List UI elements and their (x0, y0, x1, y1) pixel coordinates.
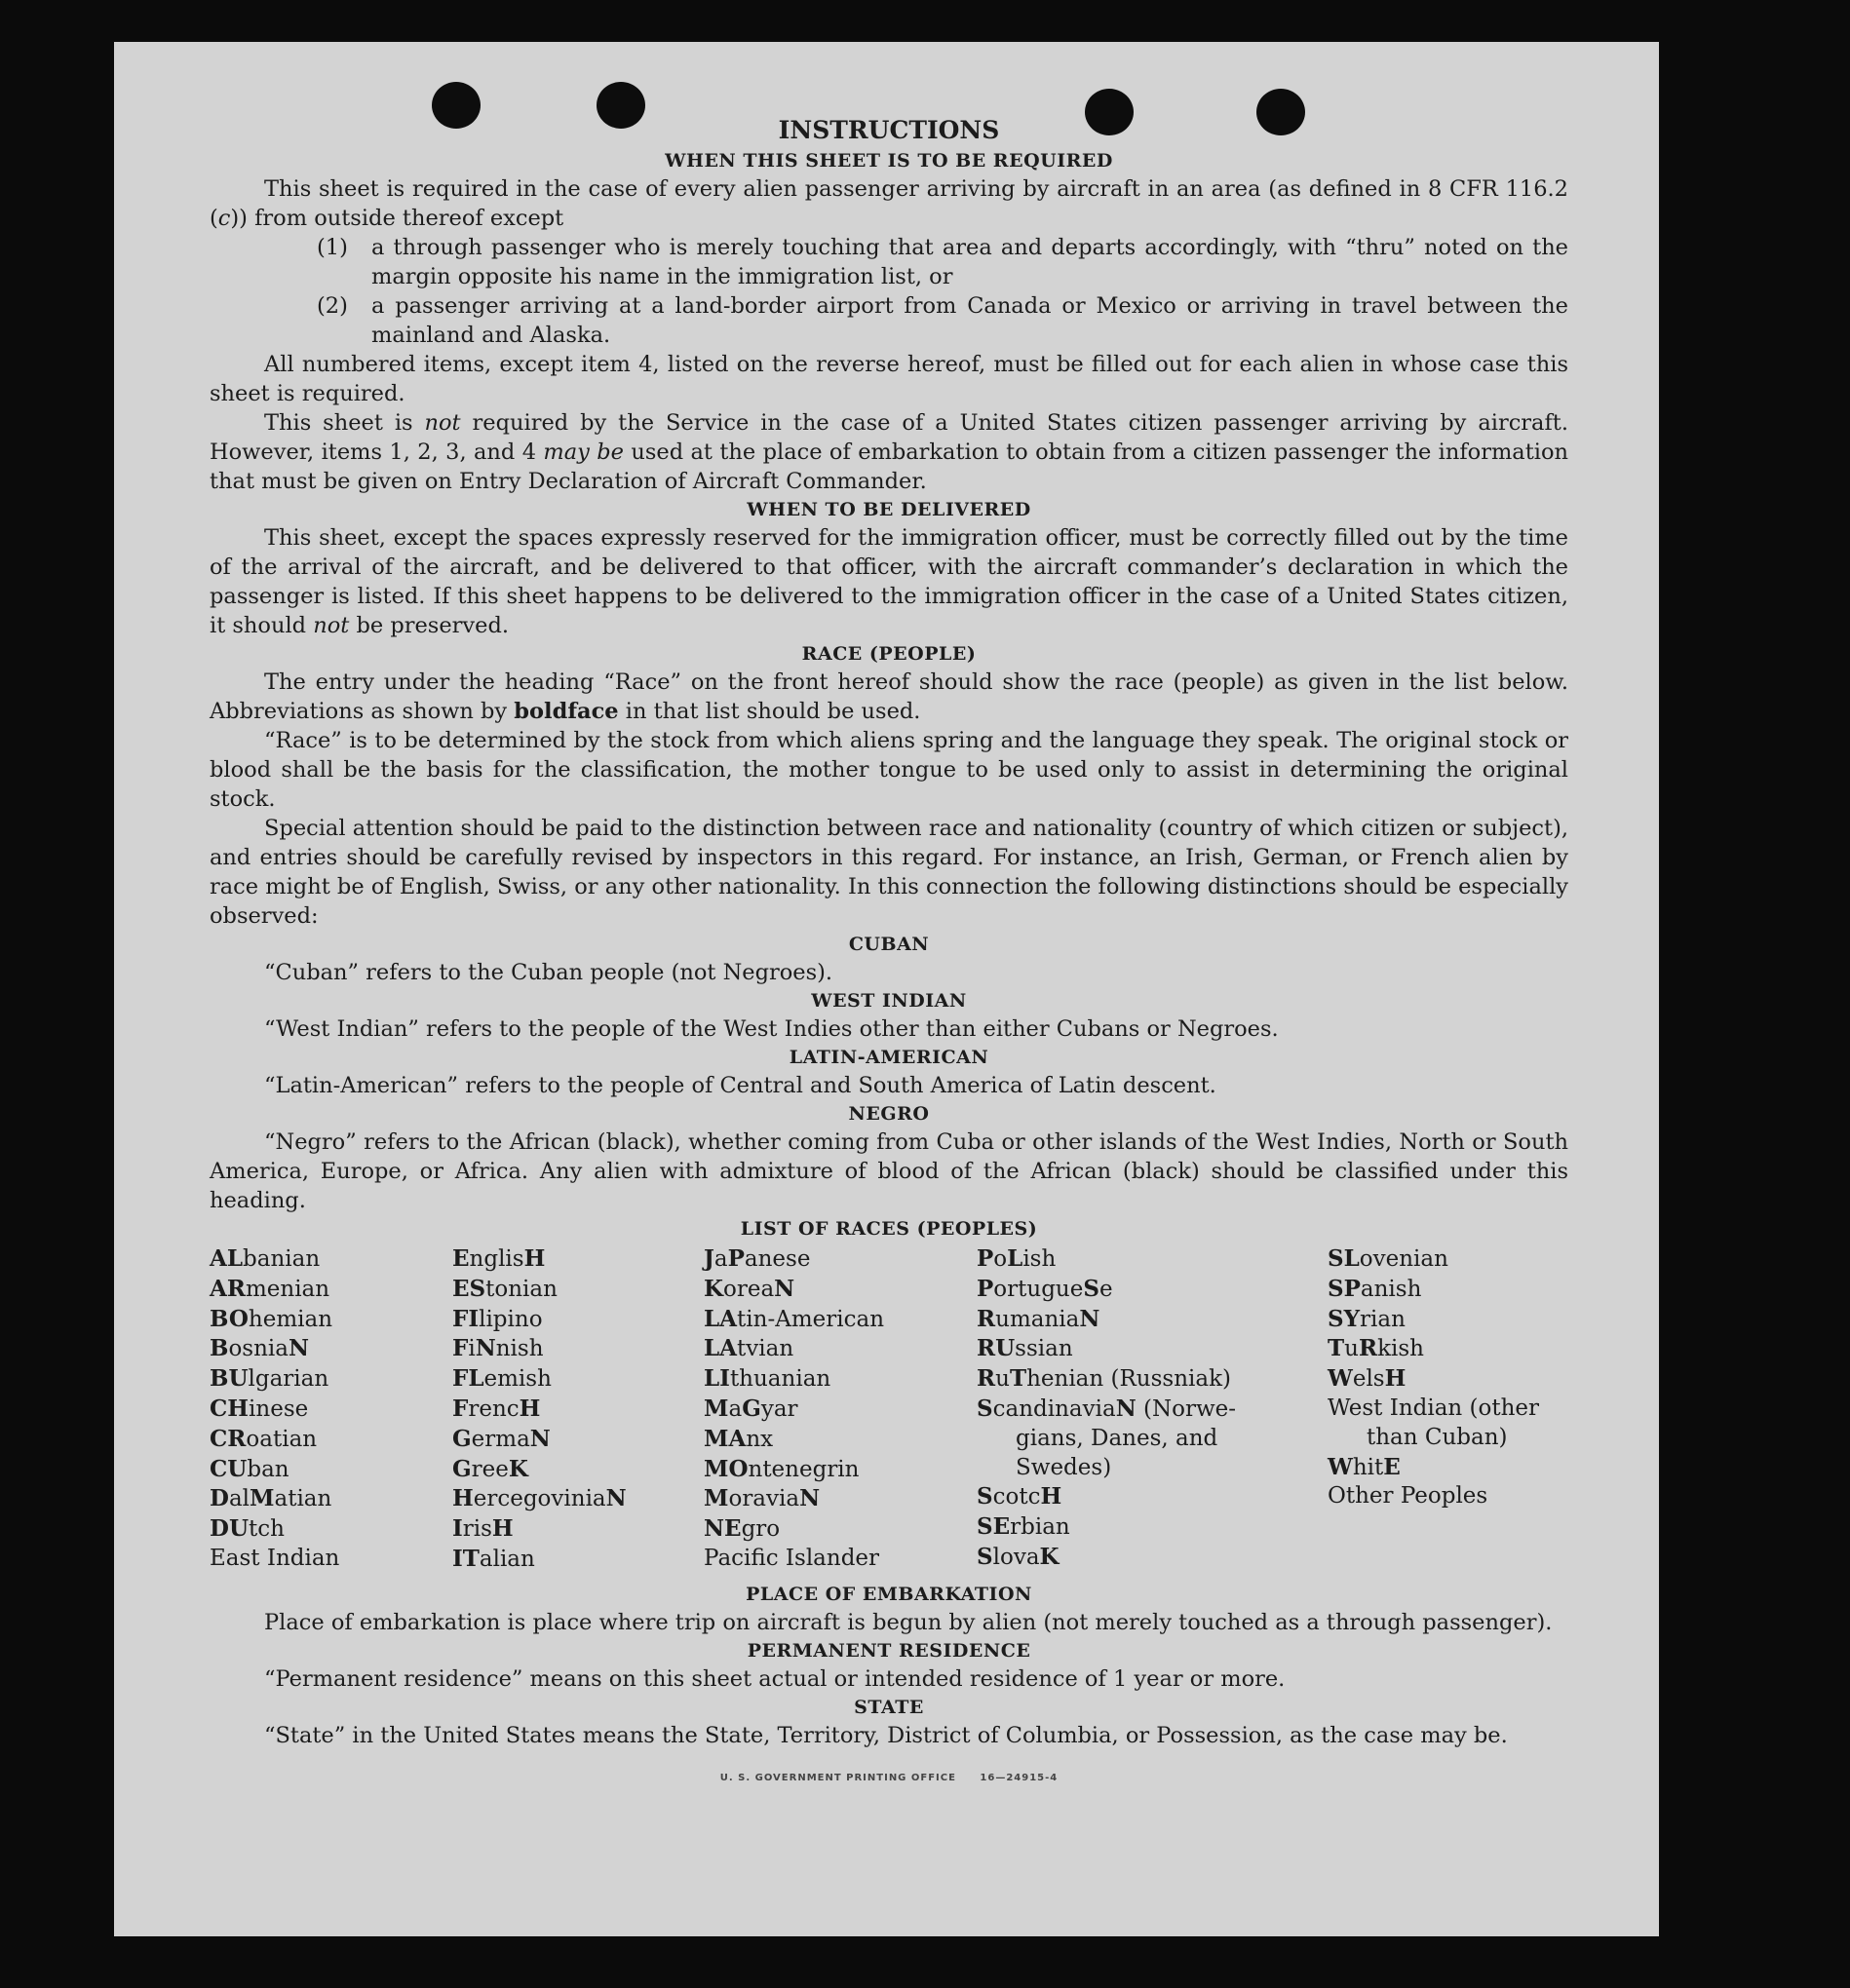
paragraph (210, 958, 1568, 987)
race-text: a (728, 1395, 743, 1422)
race-item (704, 1455, 977, 1485)
race-text: menian (245, 1276, 330, 1302)
race-abbreviation: P (977, 1275, 994, 1302)
page-title: INSTRUCTIONS (778, 116, 1000, 144)
race-item (452, 1364, 704, 1395)
race-abbreviation: NE (704, 1515, 742, 1543)
race-item (452, 1395, 704, 1425)
race-item (210, 1455, 452, 1485)
race-item (704, 1364, 977, 1395)
race-abbreviation: DU (210, 1515, 250, 1543)
race-abbreviation: G (742, 1395, 761, 1422)
race-item (210, 1364, 452, 1395)
section-heading: NEGRO (848, 1103, 930, 1125)
emphasis-text: c (217, 206, 231, 231)
race-item (210, 1275, 452, 1305)
race-abbreviation: T (1009, 1365, 1027, 1393)
race-abbreviation: F (452, 1335, 469, 1362)
text-run: in that list should be used. (618, 699, 921, 724)
paragraph (210, 350, 1568, 408)
text-run: “Latin-American” refers to the people of Central and South America of Latin descent. (264, 1073, 1216, 1098)
race-abbreviation: CH (210, 1395, 250, 1422)
text-run: This sheet, except the spaces expressly reserved for the immigration officer, must be correctly filled out by the time of the arrival of the aircraft, and be delivered to that officer, with the aircraft commander’s declaration in which the passenger is listed. If this sheet happens to be delivered to the immigration officer in the case of a United States citizen, it should (210, 525, 1568, 638)
race-abbreviation: H (523, 1245, 546, 1272)
race-text: tonian (485, 1276, 558, 1302)
item-number: (2) (317, 293, 348, 319)
race-abbreviation: K (1039, 1543, 1060, 1570)
text-run: This sheet is (264, 410, 425, 436)
race-item (704, 1334, 977, 1364)
race-item (977, 1512, 1328, 1543)
race-item (210, 1514, 452, 1545)
section-heading: LATIN-AMERICAN (789, 1047, 989, 1068)
paragraph (210, 1608, 1568, 1637)
race-text: nx (746, 1426, 774, 1452)
text-run: “Permanent residence” means on this sheet actual or intended residence of 1 year or more. (264, 1665, 1286, 1692)
section-heading: PLACE OF EMBARKATION (746, 1583, 1032, 1605)
paragraph (210, 668, 1568, 726)
race-item (1328, 1275, 1568, 1305)
paragraph (210, 174, 1568, 233)
race-abbreviation: N (529, 1425, 551, 1452)
race-abbreviation: IT (452, 1545, 480, 1572)
race-abbreviation: AL (210, 1245, 244, 1272)
text-run: “West Indian” refers to the people of the West Indies other than either Cubans or Negroes. (264, 1016, 1279, 1042)
race-abbreviation: M (250, 1485, 275, 1512)
race-text: anese (744, 1246, 811, 1272)
emphasis-text: boldface (514, 699, 619, 724)
race-abbreviation: R (1358, 1335, 1378, 1362)
race-text: hemian (248, 1306, 333, 1332)
race-abbreviation: CU (210, 1455, 248, 1482)
race-column (210, 1244, 452, 1574)
race-text: (Norwe- (1136, 1395, 1237, 1422)
form-code: 16—24915-4 (980, 1772, 1059, 1783)
section-heading: RACE (PEOPLE) (801, 643, 977, 665)
race-text: nglis (469, 1246, 524, 1272)
race-item (452, 1244, 704, 1275)
section-heading: WHEN TO BE DELIVERED (747, 499, 1031, 520)
race-abbreviation: BU (210, 1365, 249, 1393)
race-text: umania (995, 1306, 1080, 1332)
section-heading: CUBAN (848, 934, 930, 955)
race-item: West Indian (other (1328, 1395, 1540, 1421)
race-item (452, 1514, 704, 1545)
paragraph (210, 1128, 1568, 1215)
race-abbreviation: S (1083, 1275, 1099, 1302)
race-text: renc (468, 1395, 520, 1422)
race-list (210, 1244, 1568, 1575)
race-item (977, 1364, 1328, 1395)
race-text: than Cuban) (1367, 1424, 1508, 1450)
race-abbreviation: SP (1328, 1275, 1361, 1302)
race-item (452, 1305, 704, 1335)
race-item (704, 1484, 977, 1514)
race-abbreviation: T (1328, 1335, 1345, 1362)
race-abbreviation: N (605, 1485, 627, 1512)
race-abbreviation: H (491, 1515, 514, 1543)
race-abbreviation: FL (452, 1365, 484, 1393)
race-text: gians, Danes, and (1016, 1425, 1218, 1451)
race-item (977, 1454, 1328, 1483)
race-item (977, 1275, 1328, 1305)
race-abbreviation: K (704, 1275, 723, 1302)
race-item (704, 1244, 977, 1275)
race-text: ntenegrin (748, 1456, 860, 1482)
text-run: a through passenger who is merely touching that area and departs accordingly, with “thru” noted on the margin opposite his name in the immigration list, or (371, 235, 1568, 289)
printer-name: U. S. GOVERNMENT PRINTING OFFICE (719, 1772, 956, 1783)
race-text: ortugue (993, 1276, 1084, 1302)
race-abbreviation: W (1328, 1365, 1353, 1393)
race-abbreviation: E (1383, 1453, 1401, 1480)
race-text: osnia (228, 1336, 289, 1362)
race-item (977, 1395, 1328, 1425)
race-text: rian (1360, 1306, 1406, 1332)
race-text: banian (243, 1246, 321, 1272)
race-abbreviation: S (977, 1395, 993, 1422)
race-item (977, 1334, 1328, 1364)
section-heading: WEST INDIAN (811, 990, 967, 1012)
instructions-content (210, 42, 1568, 1813)
race-text: orea (723, 1276, 775, 1302)
document-page (114, 42, 1659, 1936)
race-item: Other Peoples (1328, 1483, 1488, 1510)
race-item (210, 1334, 452, 1364)
text-run: be preserved. (349, 613, 510, 638)
race-abbreviation: N (1115, 1395, 1137, 1422)
race-text: ovenian (1359, 1246, 1448, 1272)
race-text: yar (760, 1395, 798, 1422)
race-abbreviation: D (210, 1485, 229, 1512)
race-column (704, 1244, 977, 1574)
race-abbreviation: H (1384, 1365, 1407, 1393)
race-abbreviation: P (727, 1245, 745, 1272)
emphasis-text: not (313, 613, 350, 638)
text-run: “Cuban” refers to the Cuban people (not Negroes). (264, 960, 833, 985)
paragraph (210, 1014, 1568, 1044)
race-abbreviation: H (1040, 1483, 1062, 1510)
paragraph (210, 523, 1568, 640)
race-abbreviation: LA (704, 1335, 738, 1362)
race-text: hit (1352, 1454, 1384, 1480)
race-abbreviation: F (452, 1395, 469, 1422)
race-text: e (1098, 1276, 1113, 1302)
race-item: Pacific Islander (704, 1545, 880, 1571)
race-item (1328, 1334, 1568, 1364)
race-abbreviation: G (452, 1425, 472, 1452)
race-text: henian (Russniak) (1026, 1366, 1232, 1393)
race-text: els (1352, 1366, 1385, 1393)
race-abbreviation: J (704, 1245, 714, 1272)
text-run: used at the place of embarkation to obtain from a citizen passenger the information that must be given on Entry Declaration of Aircraft Commander. (210, 440, 1568, 494)
race-text: tin-American (737, 1306, 885, 1332)
race-item (704, 1395, 977, 1425)
race-item (1328, 1244, 1568, 1275)
race-text: rbian (1010, 1514, 1070, 1541)
race-column (1328, 1244, 1568, 1511)
race-abbreviation: N (799, 1485, 821, 1512)
race-abbreviation: LI (704, 1365, 730, 1393)
race-text: o (993, 1246, 1008, 1272)
section-heading: PERMANENT RESIDENCE (747, 1639, 1031, 1662)
race-text: ree (471, 1456, 509, 1482)
race-text: lgarian (248, 1366, 329, 1393)
race-text: oravia (728, 1486, 800, 1512)
race-text: gro (741, 1516, 781, 1543)
section-heading: WHEN THIS SHEET IS TO BE REQUIRED (665, 150, 1113, 172)
race-text: i (468, 1336, 476, 1362)
race-abbreviation: N (289, 1335, 310, 1362)
text-run: This sheet is required in the case of every alien passenger arriving by aircraft in an area (as defined in 8 CFR 116.2 ( (210, 176, 1568, 231)
race-abbreviation: CR (210, 1425, 247, 1452)
race-text: ish (1022, 1246, 1057, 1272)
race-item (1328, 1364, 1568, 1395)
race-abbreviation: AR (210, 1275, 246, 1302)
race-abbreviation: MO (704, 1455, 749, 1482)
race-item (1328, 1453, 1568, 1483)
race-abbreviation: M (704, 1395, 729, 1422)
race-text: kish (1377, 1336, 1424, 1362)
race-text: ssian (1015, 1336, 1073, 1362)
race-item (452, 1545, 704, 1575)
paragraph (210, 1721, 1568, 1750)
race-item (704, 1514, 977, 1545)
numbered-item (210, 233, 1568, 291)
race-text: tvian (737, 1336, 794, 1362)
race-abbreviation: H (452, 1485, 474, 1512)
race-text: nish (495, 1336, 544, 1362)
race-item (210, 1305, 452, 1335)
emphasis-text: not (424, 410, 461, 436)
item-text (371, 233, 1568, 291)
race-text: lipino (479, 1306, 543, 1332)
text-run: “State” in the United States means the State, Territory, District of Columbia, or Possession, as the case may be. (264, 1722, 1508, 1748)
race-text: lova (992, 1544, 1040, 1570)
paragraph (210, 726, 1568, 814)
race-abbreviation: R (977, 1365, 996, 1393)
race-abbreviation: H (519, 1395, 541, 1422)
numbered-item (210, 291, 1568, 350)
race-text: candinavia (992, 1395, 1116, 1422)
race-abbreviation: K (508, 1455, 528, 1482)
race-item (704, 1305, 977, 1335)
race-text: cotc (992, 1484, 1041, 1510)
race-abbreviation: R (977, 1305, 996, 1332)
race-abbreviation: E (452, 1245, 470, 1272)
text-run: required by the Service in the case of a United States citizen passenger arriving by aircraft. However, items 1, 2, 3, and 4 (210, 410, 1568, 465)
race-text: al (228, 1486, 251, 1512)
text-run: a passenger arriving at a land-border airport from Canada or Mexico or arriving in travel between the mainland and Alaska. (371, 293, 1568, 348)
text-run: All numbered items, except item 4, listed on the reverse hereof, must be filled out for each alien in whose case this sheet is required. (210, 352, 1568, 406)
race-abbreviation: SE (977, 1513, 1011, 1541)
text-run: “Negro” refers to the African (black), whether coming from Cuba or other islands of the West Indies, North or South America, Europe, or Africa. Any alien with admixture of blood of the African (black) should be classified under this heading. (210, 1129, 1568, 1213)
race-text: emish (483, 1366, 552, 1393)
race-abbreviation: S (977, 1483, 993, 1510)
race-abbreviation: SL (1328, 1245, 1360, 1272)
race-abbreviation: G (452, 1455, 472, 1482)
section-heading: STATE (854, 1696, 924, 1718)
race-abbreviation: M (704, 1485, 729, 1512)
race-item (452, 1425, 704, 1455)
race-abbreviation: SY (1328, 1305, 1361, 1332)
section-heading: LIST OF RACES (PEOPLES) (740, 1218, 1038, 1240)
race-text: u (995, 1366, 1010, 1393)
race-abbreviation: MA (704, 1425, 747, 1452)
race-item (977, 1244, 1328, 1275)
race-item (1328, 1305, 1568, 1335)
paragraph (210, 1664, 1568, 1694)
text-run: Place of embarkation is place where trip on aircraft is begun by alien (not merely touched as a through passenger). (264, 1609, 1553, 1635)
race-abbreviation: N (1079, 1305, 1100, 1332)
race-column (977, 1244, 1328, 1573)
race-abbreviation: S (977, 1543, 993, 1570)
race-abbreviation: W (1328, 1453, 1353, 1480)
race-abbreviation: I (452, 1515, 463, 1543)
race-text: u (1344, 1336, 1359, 1362)
race-abbreviation: BO (210, 1305, 249, 1332)
paragraph (210, 1071, 1568, 1100)
race-item (977, 1305, 1328, 1335)
race-item (452, 1275, 704, 1305)
race-item: East Indian (210, 1545, 340, 1571)
race-abbreviation: L (1007, 1245, 1023, 1272)
race-item (977, 1425, 1328, 1454)
text-run: The entry under the heading “Race” on the front hereof should show the race (people) as given in the list below. Abbreviations as shown by (210, 669, 1568, 724)
emphasis-text: may be (543, 440, 624, 465)
sections (210, 147, 1568, 1242)
race-item (704, 1425, 977, 1455)
race-item (977, 1543, 1328, 1573)
race-text: ris (462, 1516, 492, 1543)
paragraph (210, 814, 1568, 931)
race-text: alian (479, 1546, 535, 1572)
race-text: a (713, 1246, 728, 1272)
race-item (210, 1244, 452, 1275)
race-item (210, 1425, 452, 1455)
race-item (452, 1455, 704, 1485)
race-item (452, 1484, 704, 1514)
race-column (452, 1244, 704, 1575)
text-run: Special attention should be paid to the distinction between race and nationality (country of which citizen or subject), and entries should be carefully revised by inspectors in this regard. For instance, an Irish, German, or French alien by race might be of English, Swiss, or any other nationality. In this connection the following distinctions should be especially observed: (210, 816, 1568, 929)
race-text: ercegovinia (473, 1486, 606, 1512)
race-item (1328, 1424, 1568, 1453)
race-item (452, 1334, 704, 1364)
race-abbreviation: LA (704, 1305, 738, 1332)
item-text (371, 291, 1568, 350)
item-number: (1) (317, 235, 348, 260)
race-item (704, 1275, 977, 1305)
race-text: inese (249, 1395, 309, 1422)
race-text: anish (1360, 1276, 1422, 1302)
text-run: “Race” is to be determined by the stock from which aliens spring and the language they speak. The original stock or blood shall be the basis for the classification, the mother tongue to be used only to assist in determining the original stock. (210, 728, 1568, 812)
race-text: atian (274, 1486, 332, 1512)
race-item (210, 1395, 452, 1425)
race-text: thuanian (729, 1366, 831, 1393)
race-abbreviation: N (475, 1335, 496, 1362)
sections-after-list (210, 1581, 1568, 1750)
paragraph (210, 408, 1568, 496)
race-text: oatian (246, 1426, 318, 1452)
race-abbreviation: RU (977, 1335, 1016, 1362)
race-abbreviation: ES (452, 1275, 486, 1302)
text-run: )) from outside thereof except (230, 206, 564, 231)
race-text: Swedes) (1016, 1454, 1112, 1480)
race-text: erma (471, 1426, 530, 1452)
printer-footer (210, 1764, 1568, 1813)
race-item (977, 1482, 1328, 1512)
race-abbreviation: N (774, 1275, 795, 1302)
race-text: tch (249, 1516, 285, 1543)
race-abbreviation: P (977, 1245, 994, 1272)
race-abbreviation: FI (452, 1305, 480, 1332)
race-abbreviation: B (210, 1335, 229, 1362)
race-text: ban (247, 1456, 289, 1482)
race-item (210, 1484, 452, 1514)
